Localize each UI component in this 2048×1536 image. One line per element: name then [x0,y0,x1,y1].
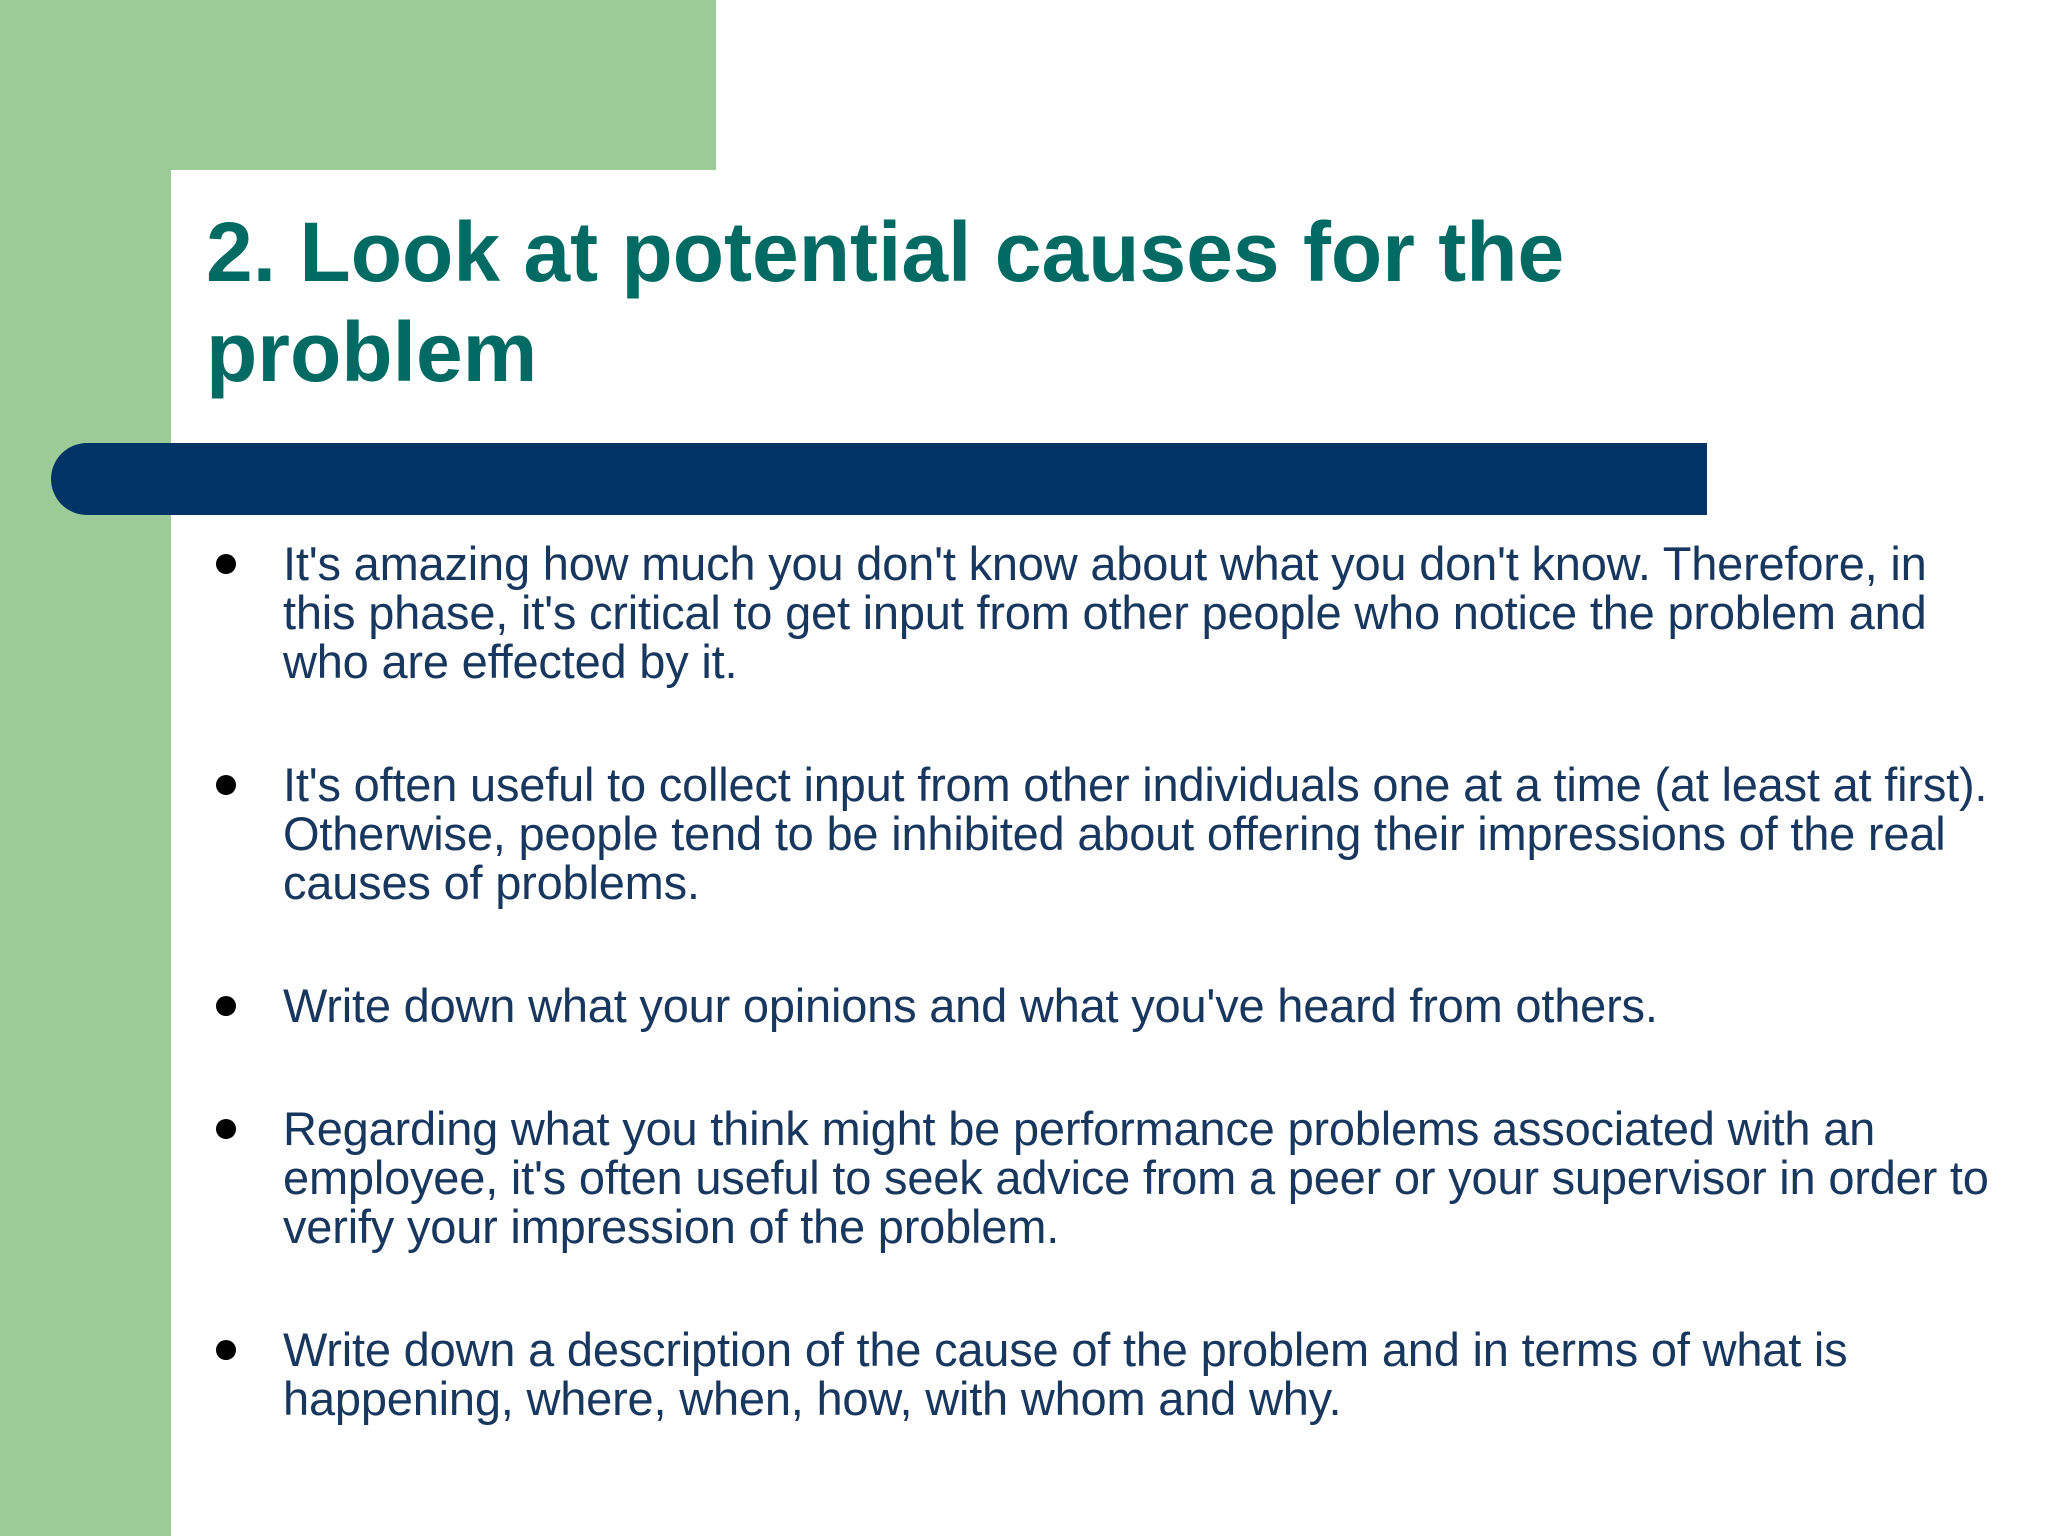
bullet-text: Write down what your opinions and what you've heard from others. [283,979,1658,1032]
bullet-item [205,539,1995,686]
bullet-icon [205,539,283,588]
bullet-list [205,539,1995,1423]
bullet-text: It's often useful to collect input from other individuals one at a time (at least at first). Otherwise, people tend to be inhibited about offering their impressions of the real causes of problems. [283,758,1988,909]
bullet-icon [205,760,283,809]
bullet-text: Regarding what you think might be performance problems associated with an employee, it's often useful to seek advice from a peer or your supervisor in order to verify your impression of the problem. [283,1102,1989,1253]
bullet-icon [205,1325,283,1374]
bullet-text: Write down a description of the cause of the problem and in terms of what is happening, where, when, how, with whom and why. [283,1323,1848,1425]
title-divider-bar [51,443,1707,515]
bullet-icon [205,1104,283,1153]
bullet-item [205,760,1995,907]
bullet-item [205,1104,1995,1251]
left-green-band [0,0,171,1536]
top-green-block [0,0,716,170]
bullet-item [205,981,1995,1030]
bullet-text: It's amazing how much you don't know about what you don't know. Therefore, in this phase, it's critical to get input from other people who notice the problem and who are effected by it. [283,537,1927,688]
bullet-icon [205,981,283,1030]
bullet-item [205,1325,1995,1423]
slide-title: 2. Look at potential causes for the problem [206,205,1565,399]
